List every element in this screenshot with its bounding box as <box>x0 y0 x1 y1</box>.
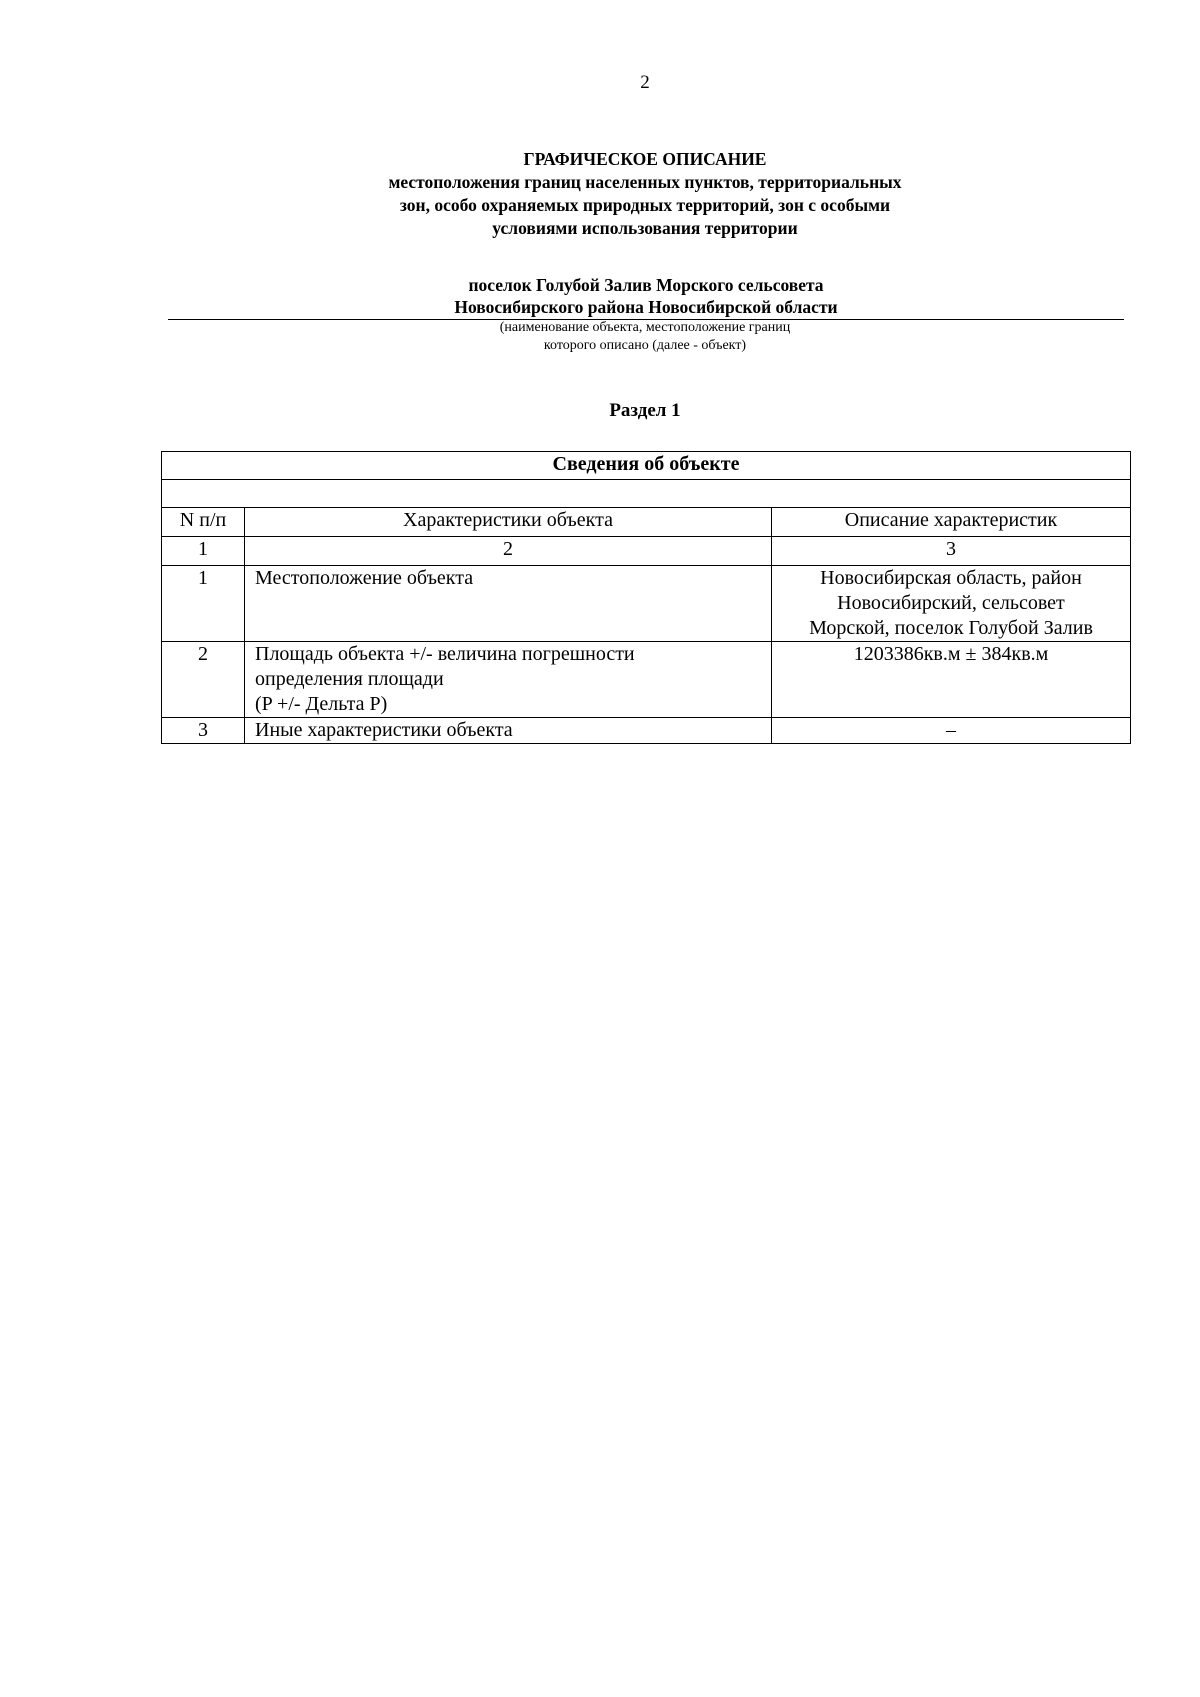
row-number: 1 <box>162 566 245 642</box>
object-caption-line: которого описано (далее - объект) <box>543 338 747 353</box>
row-description-line: 1203386кв.м ± 384кв.м <box>853 643 1049 665</box>
document-title-line: условиями использования территории <box>492 218 798 238</box>
index-cell: 3 <box>772 537 1131 566</box>
document-title-line: местоположения границ населенных пунктов, территориальных <box>388 172 902 192</box>
row-description-line: Новосибирская область, район <box>820 567 1082 589</box>
object-info-table <box>161 451 1131 744</box>
table-caption-row <box>162 452 1131 480</box>
object-name-line: Новосибирского района Новосибирской области <box>454 297 838 317</box>
section-title: Раздел 1 <box>609 400 681 421</box>
row-characteristic-line: определения площади <box>255 668 444 690</box>
object-name <box>168 274 1124 320</box>
table-header-row <box>162 508 1131 537</box>
document-title <box>0 148 1200 240</box>
table-row <box>162 642 1131 718</box>
row-number: 3 <box>162 718 245 744</box>
row-description-line: Новосибирский, сельсовет <box>837 592 1065 614</box>
page-number: 2 <box>640 72 650 93</box>
object-caption-line: (наименование объекта, местоположение границ <box>499 320 791 335</box>
table-caption: Сведения об объекте <box>162 452 1131 480</box>
row-description-line: Морской, поселок Голубой Залив <box>809 617 1093 639</box>
row-characteristic <box>245 642 772 718</box>
index-cell: 1 <box>162 537 245 566</box>
object-name-line: поселок Голубой Залив Морского сельсовета <box>468 275 824 295</box>
header-number: N п/п <box>162 508 245 537</box>
row-characteristic <box>245 566 772 642</box>
row-characteristic-line: Площадь объекта +/- величина погрешности <box>255 643 635 665</box>
row-number: 2 <box>162 642 245 718</box>
row-characteristic <box>245 718 772 744</box>
index-cell: 2 <box>245 537 772 566</box>
object-caption <box>0 319 1200 355</box>
row-characteristic-line: Иные характеристики объекта <box>255 719 513 741</box>
table-index-row <box>162 537 1131 566</box>
header-characteristic: Характеристики объекта <box>245 508 772 537</box>
table-row <box>162 718 1131 744</box>
row-description <box>772 718 1131 744</box>
document-title-line: ГРАФИЧЕСКОЕ ОПИСАНИЕ <box>523 149 767 169</box>
header-description: Описание характеристик <box>772 508 1131 537</box>
row-description-line: – <box>946 719 956 741</box>
row-description <box>772 566 1131 642</box>
row-characteristic-line: Местоположение объекта <box>255 567 474 589</box>
table-empty-row <box>162 480 1131 508</box>
table-row <box>162 566 1131 642</box>
row-characteristic-line: (P +/- Дельта P) <box>255 693 388 715</box>
row-description <box>772 642 1131 718</box>
document-title-line: зон, особо охраняемых природных территорий, зон с особыми <box>399 195 891 215</box>
table-empty-cell <box>162 480 1131 508</box>
